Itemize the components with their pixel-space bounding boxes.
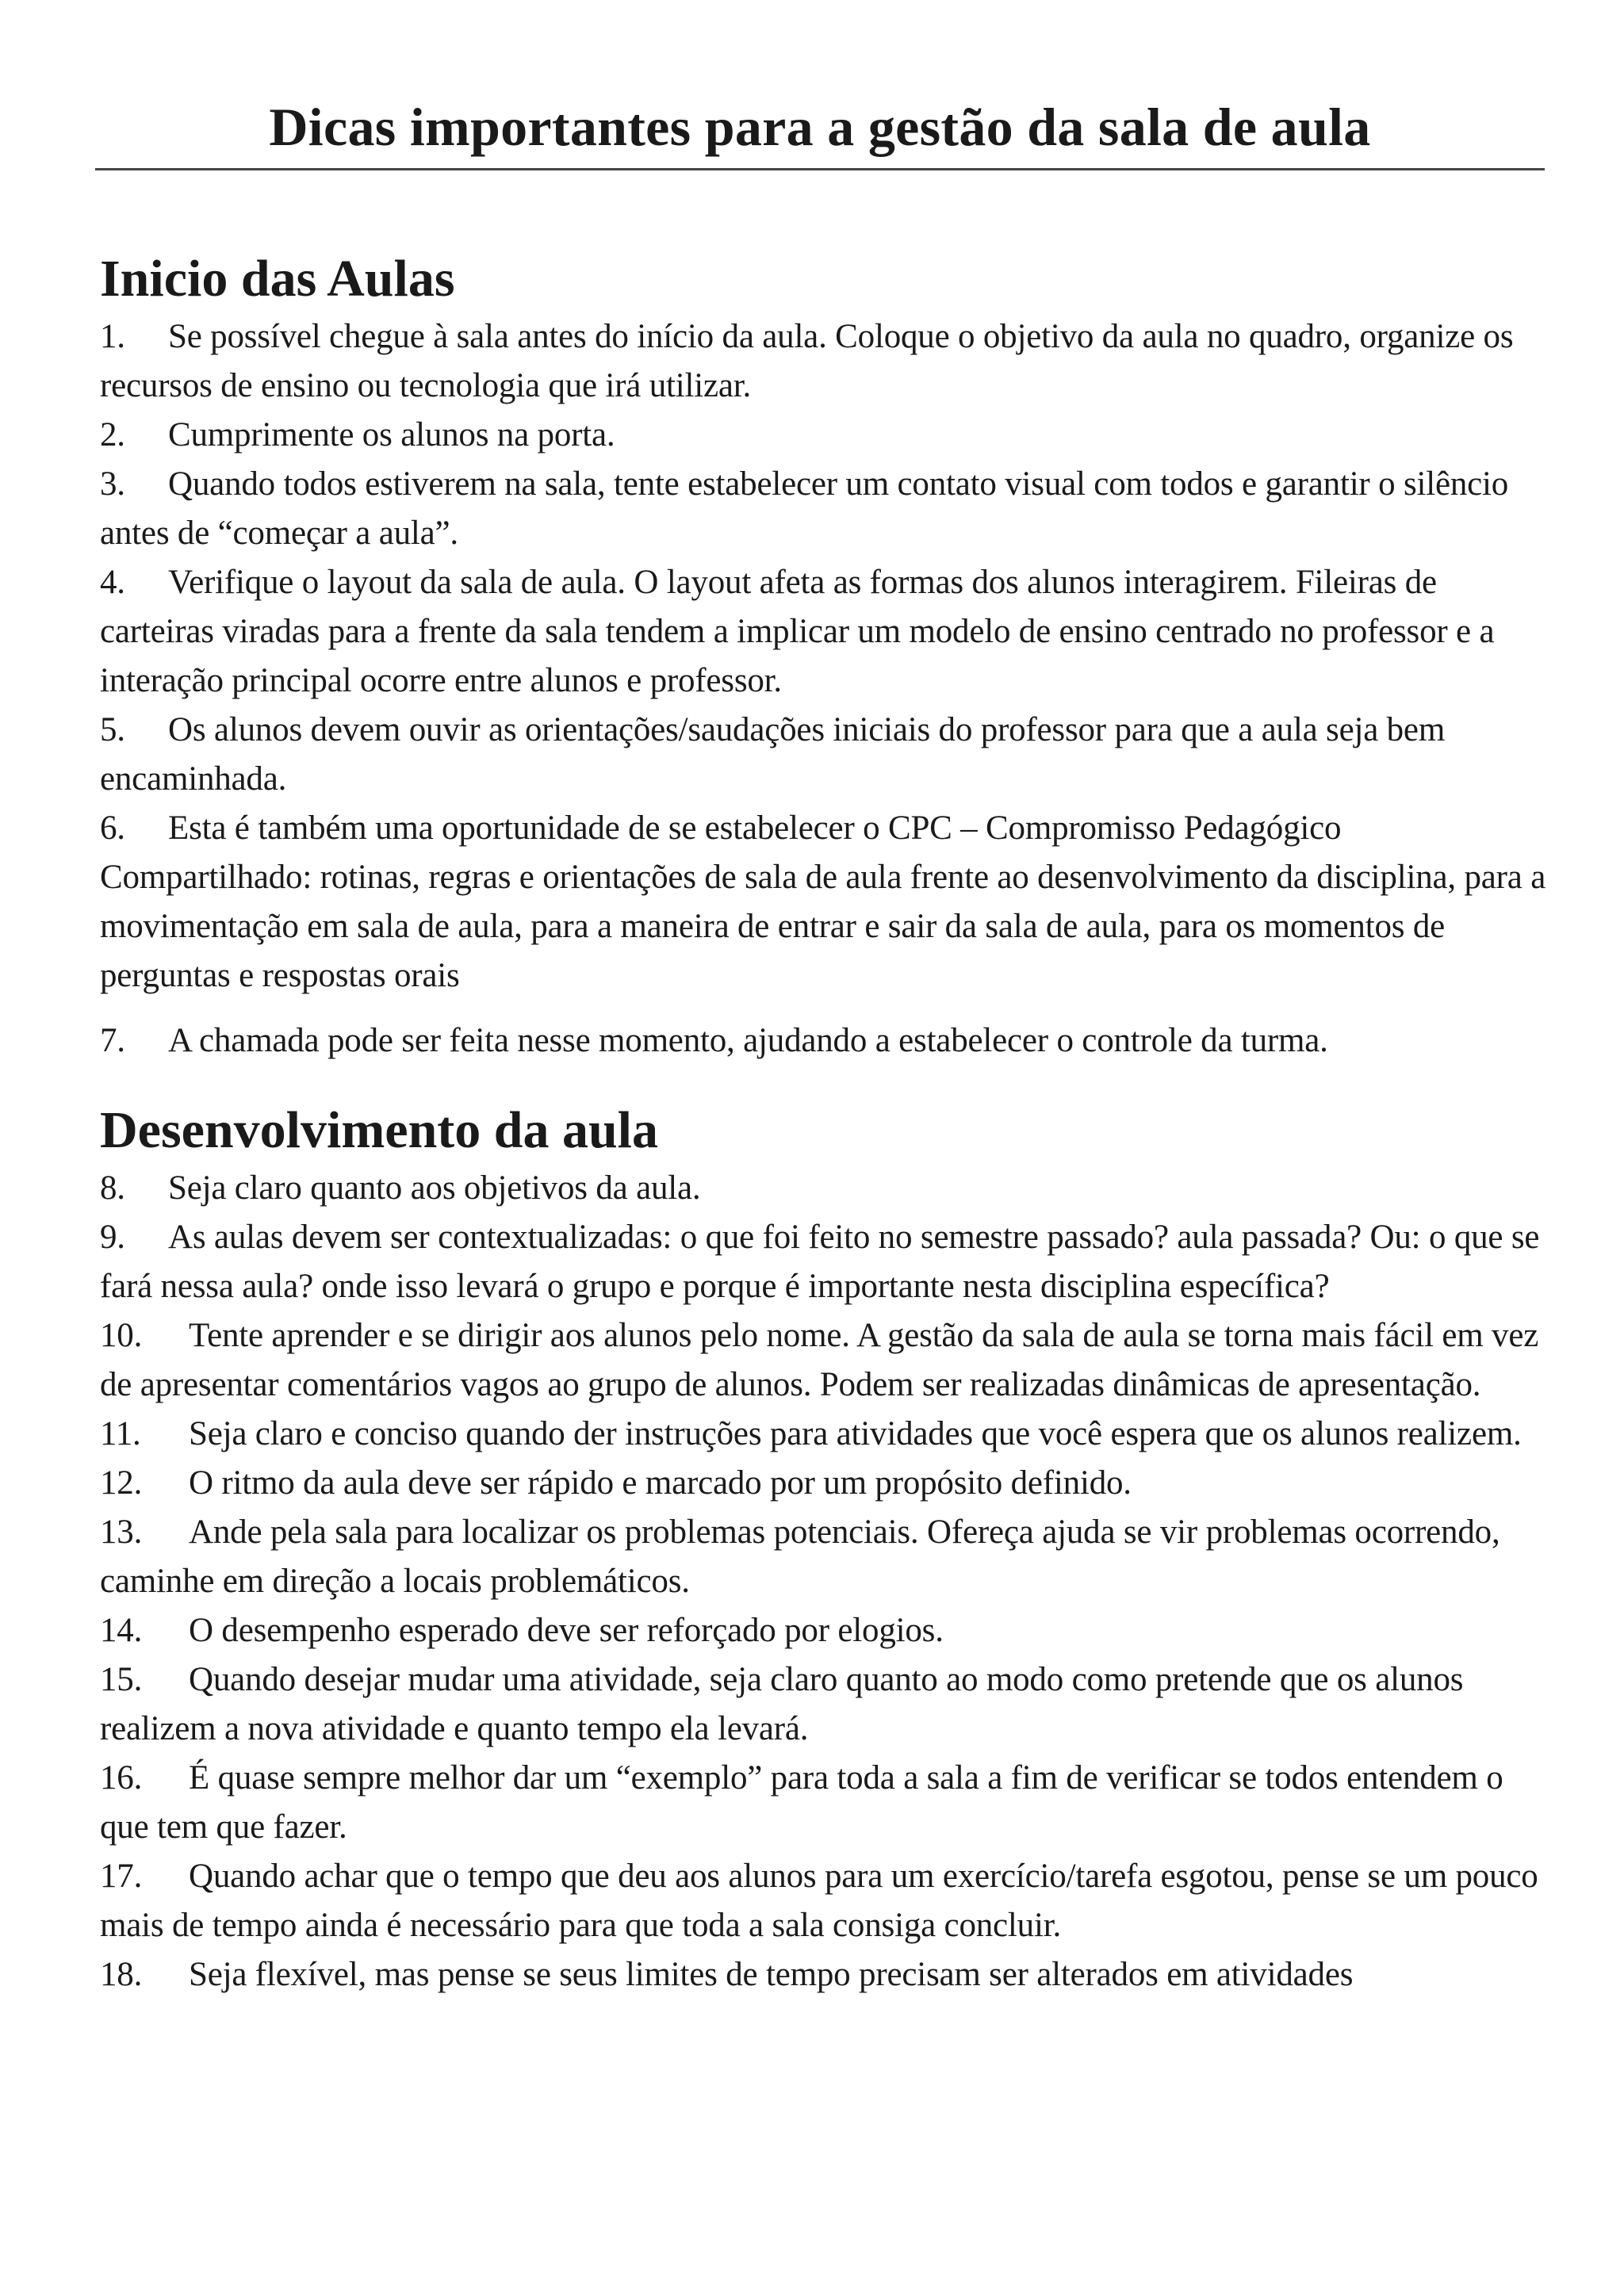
item-text: Se possível chegue à sala antes do início da aula. Coloque o objetivo da aula no quadro, organize os recursos de ensino ou tecnologia que irá utilizar.: [100, 318, 1514, 404]
list-item: [100, 1410, 1551, 1459]
item-number: 13.: [100, 1513, 143, 1551]
item-text: O ritmo da aula deve ser rápido e marcado por um propósito definido.: [189, 1464, 1132, 1502]
document-body: [100, 246, 1551, 1999]
list-item: [100, 706, 1551, 804]
item-number: 12.: [100, 1464, 143, 1502]
list-item: [100, 1655, 1551, 1754]
item-number: 18.: [100, 1956, 143, 1993]
item-number: 11.: [100, 1415, 141, 1452]
list-item: [100, 1016, 1551, 1066]
spacer: [100, 1066, 1551, 1097]
item-text: Esta é também uma oportunidade de se estabelecer o CPC – Compromisso Pedagógico Compartilhado: rotinas, regras e orientações de sala de aula frente ao desenvolvimento da disciplina, para a movimentação em sala de aula, para a maneira de entrar e sair da sala de aula, para os momentos de perguntas e respostas orais: [100, 809, 1546, 994]
list-item: [100, 804, 1551, 1001]
item-text: As aulas devem ser contextualizadas: o que foi feito no semestre passado? aula passada? Ou: o que se fará nessa aula? onde isso levará o grupo e porque é importante nesta disciplina específica?: [100, 1219, 1540, 1305]
list-item: [100, 1164, 1551, 1213]
list-item: [100, 1950, 1551, 1999]
item-text: Seja flexível, mas pense se seus limites de tempo precisam ser alterados em atividades: [189, 1956, 1354, 1993]
list-item: [100, 460, 1551, 558]
item-number: 10.: [100, 1317, 143, 1354]
item-number: 16.: [100, 1759, 143, 1797]
list-item: [100, 1213, 1551, 1311]
item-text: O desempenho esperado deve ser reforçado por elogios.: [189, 1612, 944, 1649]
item-number: 2.: [100, 416, 125, 453]
item-number: 15.: [100, 1661, 143, 1698]
list-item: [100, 1606, 1551, 1655]
title-block: [95, 95, 1545, 170]
list-item: [100, 1754, 1551, 1852]
item-text: Quando achar que o tempo que deu aos alunos para um exercício/tarefa esgotou, pense se um pouco mais de tempo ainda é necessário para que toda a sala consiga concluir.: [100, 1858, 1538, 1944]
item-number: 9.: [100, 1219, 125, 1256]
item-number: 14.: [100, 1612, 143, 1649]
item-number: 7.: [100, 1022, 125, 1059]
item-number: 17.: [100, 1858, 143, 1895]
list-item: [100, 558, 1551, 706]
list-item: [100, 411, 1551, 460]
item-number: 8.: [100, 1169, 125, 1207]
item-text: Seja claro e conciso quando der instruções para atividades que você espera que os alunos realizem.: [189, 1415, 1522, 1452]
list-item: [100, 1508, 1551, 1606]
list-item: [100, 1852, 1551, 1950]
item-text: A chamada pode ser feita nesse momento, ajudando a estabelecer o controle da turma.: [168, 1022, 1328, 1059]
item-number: 5.: [100, 711, 125, 748]
item-number: 1.: [100, 318, 125, 355]
item-number: 3.: [100, 465, 125, 503]
item-text: Quando todos estiverem na sala, tente estabelecer um contato visual com todos e garantir o silêncio antes de “começar a aula”.: [100, 465, 1509, 552]
item-text: Seja claro quanto aos objetivos da aula.: [168, 1169, 701, 1207]
item-text: Cumprimente os alunos na porta.: [168, 416, 615, 453]
item-text: Verifique o layout da sala de aula. O layout afeta as formas dos alunos interagirem. Fileiras de carteiras viradas para a frente da sala tendem a implicar um modelo de ensino centrado no professor e a interação principal ocorre entre alunos e professor.: [100, 564, 1495, 699]
section-heading-inicio: Inicio das Aulas: [100, 250, 455, 308]
item-text: Ande pela sala para localizar os problemas potenciais. Ofereça ajuda se vir problemas ocorrendo, caminhe em direção a locais problemáticos.: [100, 1513, 1500, 1600]
item-text: Tente aprender e se dirigir aos alunos pelo nome. A gestão da sala de aula se torna mais fácil em vez de apresentar comentários vagos ao grupo de alunos. Podem ser realizadas dinâmicas de apresentação.: [100, 1317, 1539, 1403]
item-number: 6.: [100, 809, 125, 847]
item-text: É quase sempre melhor dar um “exemplo” para toda a sala a fim de verificar se todos entendem o que tem que fazer.: [100, 1759, 1503, 1846]
item-text: Os alunos devem ouvir as orientações/saudações iniciais do professor para que a aula seja bem encaminhada.: [100, 711, 1446, 798]
section-heading-desenvolvimento: Desenvolvimento da aula: [100, 1101, 659, 1159]
item-number: 4.: [100, 564, 125, 601]
item-text: Quando desejar mudar uma atividade, seja claro quanto ao modo como pretende que os alunos realizem a nova atividade e quanto tempo ela levará.: [100, 1661, 1464, 1747]
list-item: [100, 1459, 1551, 1508]
list-item: [100, 1311, 1551, 1410]
list-item: [100, 312, 1551, 411]
spacer: [100, 1001, 1551, 1016]
page-title: Dicas importantes para a gestão da sala de aula: [269, 97, 1371, 157]
